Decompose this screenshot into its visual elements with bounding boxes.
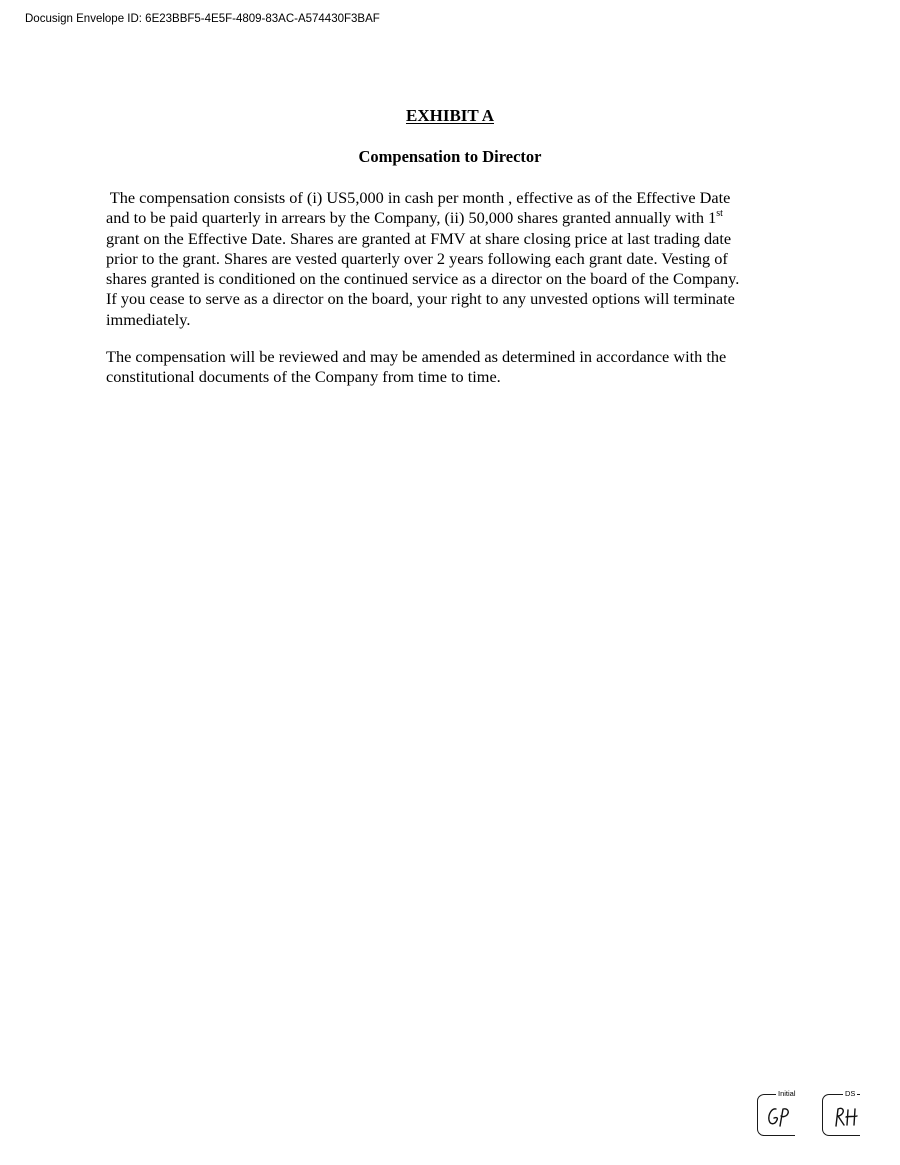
paragraph-line: shares granted is conditioned on the continued service as a director on the board of the Company.: [106, 269, 740, 289]
ordinal-superscript: st: [716, 208, 723, 220]
docusign-envelope-id: Docusign Envelope ID: 6E23BBF5-4E5F-4809-83AC-A574430F3BAF: [25, 13, 380, 25]
paragraph-line: grant on the Effective Date. Shares are granted at FMV at share closing price at last trading date: [106, 228, 732, 248]
ds-label: DS: [845, 1089, 856, 1098]
exhibit-title: EXHIBIT A: [405, 106, 495, 125]
paragraph-line: prior to the grant. Shares are vested quarterly over 2 years following each grant date. Vesting of: [106, 248, 728, 268]
ds-signature-rh: [833, 1105, 859, 1129]
paragraph-line: [106, 208, 806, 228]
paragraph-line: The compensation will be reviewed and may be amended as determined in accordance with the: [106, 347, 727, 366]
paragraph-line: The compensation consists of (i) US5,000 in cash per month , effective as of the Effective Date: [106, 188, 731, 207]
paragraph-line: If you cease to serve as a director on the board, your right to any unvested options will terminate: [106, 289, 735, 309]
paragraph-line: constitutional documents of the Company from time to time.: [106, 367, 501, 387]
paragraph-line-text: and to be paid quarterly in arrears by the Company, (ii) 50,000 shares granted annually with 1: [106, 208, 717, 228]
paragraph-line: immediately.: [106, 309, 191, 329]
exhibit-subtitle: Compensation to Director: [358, 147, 542, 166]
initial-label: Initial: [778, 1089, 796, 1098]
review-paragraph: [106, 347, 806, 388]
initial-signature-gp: [766, 1105, 792, 1129]
compensation-paragraph: [106, 188, 806, 330]
